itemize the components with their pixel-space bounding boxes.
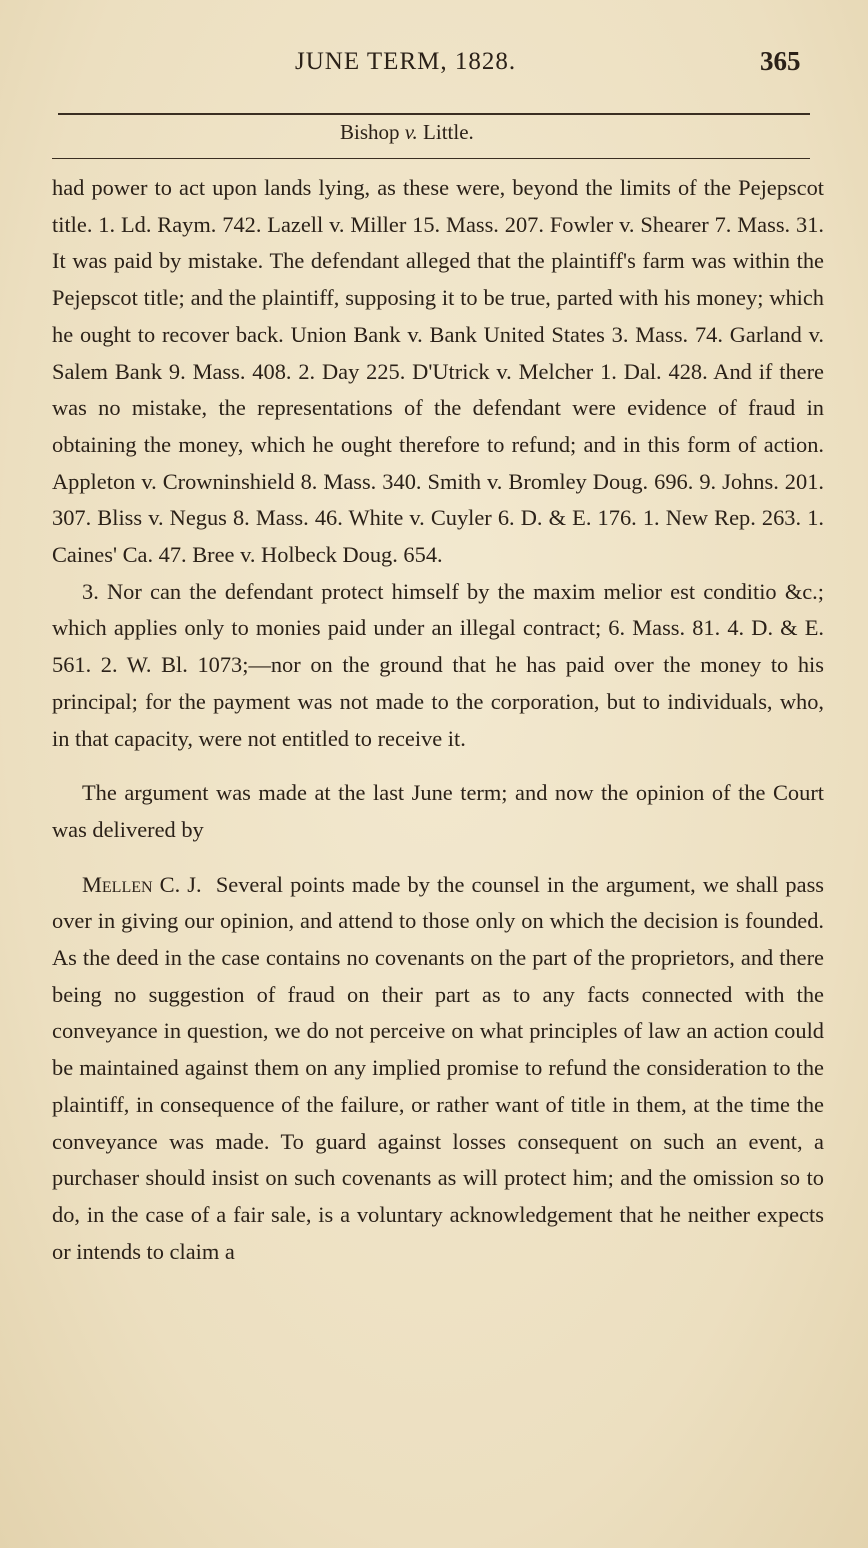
paragraph-court-delivery: The argument was made at the last June term; and now the opinion of the Court was delivered by: [52, 780, 824, 842]
opinion-author: Mellen C. J.: [82, 871, 202, 897]
top-rule: [58, 113, 810, 115]
caption-versus: v.: [404, 120, 418, 144]
caption-defendant: Little.: [423, 120, 474, 144]
paragraph-opinion: [52, 867, 824, 1271]
caption-plaintiff: Bishop: [340, 120, 400, 144]
running-head: JUNE TERM, 1828.: [295, 48, 517, 75]
case-caption: [340, 120, 474, 145]
paragraph-point-3: 3. Nor can the defendant protect himself by the maxim melior est conditio &c.; which applies only to monies paid under an illegal contract; 6. Mass. 81. 4. D. & E. 561. 2. W. Bl. 1073;—nor on the ground that he has paid over the money to his principal; for the payment was not made to the corporation, but to individuals, who, in that capacity, were not entitled to receive it.: [52, 578, 824, 751]
bottom-rule: [52, 158, 810, 159]
body-text: [52, 170, 824, 1270]
opinion-text: Several points made by the counsel in the argument, we shall pass over in giving our opinion, and attend to those only on which the decision is founded. As the deed in the case contains no covenants on the part of the proprietors, and there being no suggestion of fraud on their part as to any facts connected with the conveyance in question, we do not perceive on what principles of law an action could be maintained against them on any implied promise to refund the consideration to the plaintiff, in consequence of the failure, or rather want of title in them, at the time the conveyance was made. To guard against losses consequent on such an event, a purchaser should insist on such covenants as will protect him; and the omission so to do, in the case of a fair sale, is a voluntary acknowledgement that he neither expects or intends to claim a: [52, 871, 824, 1264]
paragraph-argument-continued: had power to act upon lands lying, as these were, beyond the limits of the Pejepscot title. 1. Ld. Raym. 742. Lazell v. Miller 15. Mass. 207. Fowler v. Shearer 7. Mass. 31. It was paid by mistake. The defendant alleged that the plaintiff's farm was within the Pejepscot title; and the plaintiff, supposing it to be true, parted with his money; which he ought to recover back. Union Bank v. Bank United States 3. Mass. 74. Garland v. Salem Bank 9. Mass. 408. 2. Day 225. D'Utrick v. Melcher 1. Dal. 428. And if there was no mistake, the representations of the defendant were evidence of fraud in obtaining the money, which he ought therefore to refund; and in this form of action. Appleton v. Crowninshield 8. Mass. 340. Smith v. Bromley Doug. 696. 9. Johns. 201. 307. Bliss v. Negus 8. Mass. 46. White v. Cuyler 6. D. & E. 176. 1. New Rep. 263. 1. Caines' Ca. 47. Bree v. Holbeck Doug. 654.: [52, 175, 824, 568]
page-number: 365: [760, 46, 801, 76]
